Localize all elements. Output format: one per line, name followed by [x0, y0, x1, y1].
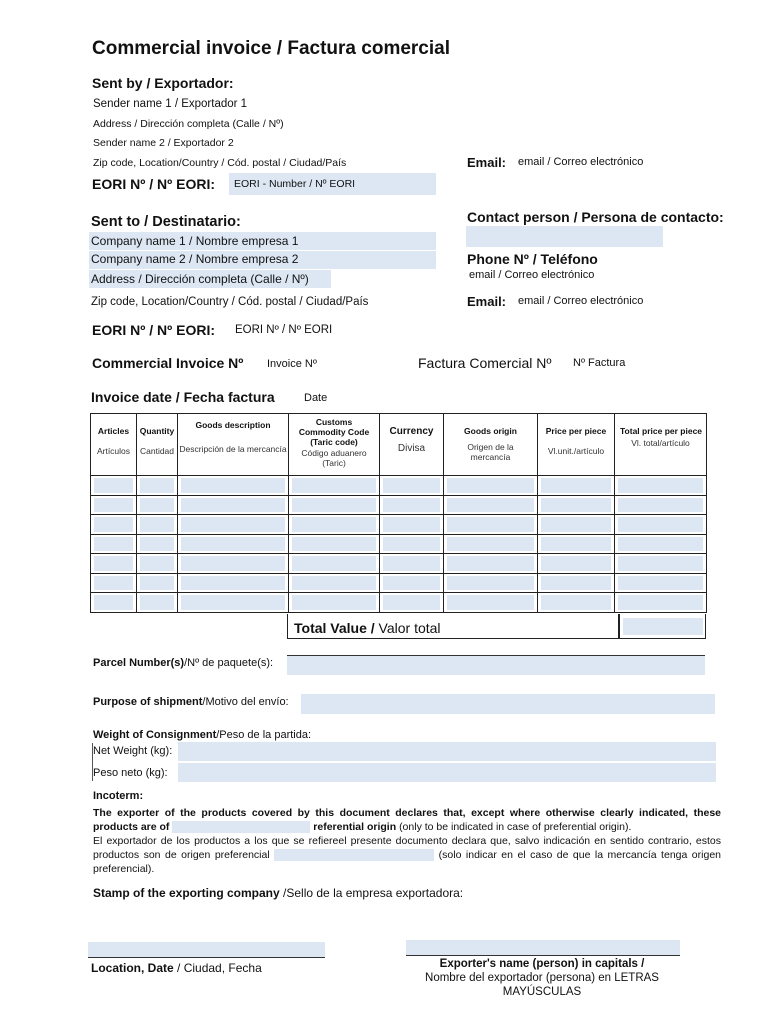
origin-field-es[interactable] [274, 849, 434, 861]
table-cell-field[interactable] [140, 478, 174, 493]
purpose-label: Purpose of shipment/Motivo del envío: [93, 696, 289, 708]
stamp-label: Stamp of the exporting company /Sello de la empresa exportadora: [93, 886, 464, 900]
table-cell[interactable] [380, 495, 444, 515]
sender-eori-label: EORI Nº / Nº EORI: [92, 176, 216, 192]
table-cell-field[interactable] [383, 498, 440, 513]
table-cell-field[interactable] [140, 537, 174, 552]
table-cell-field[interactable] [181, 498, 285, 513]
table-cell-field[interactable] [181, 556, 285, 571]
table-cell[interactable] [380, 593, 444, 613]
table-row [91, 593, 707, 613]
table-cell-field[interactable] [383, 537, 440, 552]
table-cell[interactable] [178, 593, 289, 613]
contact-heading: Contact person / Persona de contacto: [467, 209, 724, 225]
table-cell[interactable] [178, 495, 289, 515]
table-cell[interactable] [615, 554, 707, 574]
table-cell[interactable] [289, 515, 380, 535]
table-cell[interactable] [178, 534, 289, 554]
invoice-date-value[interactable]: Date [304, 392, 328, 404]
table-cell-field[interactable] [292, 537, 376, 552]
table-cell-field[interactable] [181, 478, 285, 493]
location-date-line [88, 957, 325, 958]
table-cell[interactable] [615, 476, 707, 496]
table-cell[interactable] [178, 515, 289, 535]
location-date-field[interactable] [88, 942, 325, 957]
table-cell-field[interactable] [541, 478, 611, 493]
table-cell-field[interactable] [292, 478, 376, 493]
table-cell-field[interactable] [618, 478, 703, 493]
column-header-quantity: Quantity Cantidad [137, 414, 178, 476]
table-cell[interactable] [538, 573, 615, 593]
table-cell-field[interactable] [447, 498, 534, 513]
table-cell-field[interactable] [292, 556, 376, 571]
table-cell[interactable] [178, 554, 289, 574]
parcel-line [287, 655, 705, 656]
table-cell-field[interactable] [181, 576, 285, 591]
table-cell-field[interactable] [181, 537, 285, 552]
table-cell[interactable] [137, 573, 178, 593]
table-cell[interactable] [444, 573, 538, 593]
invoice-date-label: Invoice date / Fecha factura [91, 389, 275, 405]
table-cell[interactable] [137, 476, 178, 496]
recipient-heading: Sent to / Destinatario: [91, 214, 241, 230]
table-cell-field[interactable] [383, 517, 440, 532]
exporter-name-field[interactable] [406, 940, 680, 955]
table-cell-field[interactable] [140, 595, 174, 610]
factura-number-label: Factura Comercial Nº [418, 355, 552, 371]
recipient-company-1: Company name 1 / Nombre empresa 1 [91, 234, 299, 248]
recipient-address: Address / Dirección completa (Calle / Nº) [91, 272, 309, 286]
recipient-email-value[interactable]: email / Correo electrónico [518, 295, 644, 307]
table-cell-field[interactable] [541, 576, 611, 591]
items-table [90, 413, 707, 613]
sender-heading: Sent by / Exportador: [92, 75, 234, 91]
table-cell[interactable] [444, 476, 538, 496]
factura-number-value[interactable]: Nº Factura [573, 357, 626, 369]
recipient-company-2: Company name 2 / Nombre empresa 2 [91, 252, 299, 266]
table-cell[interactable] [178, 476, 289, 496]
location-date-label: Location, Date / Ciudad, Fecha [91, 961, 262, 975]
invoice-number-label: Commercial Invoice Nº [92, 355, 244, 371]
recipient-eori-value[interactable]: EORI Nº / Nº EORI [235, 324, 333, 336]
column-header-articles: Articles Artículos [91, 414, 137, 476]
table-cell-field[interactable] [94, 537, 133, 552]
table-cell-field[interactable] [618, 517, 703, 532]
contact-field[interactable] [466, 226, 663, 247]
table-cell-field[interactable] [618, 576, 703, 591]
table-cell[interactable] [380, 534, 444, 554]
table-cell[interactable] [538, 593, 615, 613]
table-cell[interactable] [444, 593, 538, 613]
table-row [91, 495, 707, 515]
page-title: Commercial invoice / Factura comercial [92, 38, 450, 59]
total-value-label: Total Value / Valor total [294, 620, 441, 636]
declaration-english: The exporter of the products covered by this document declares that, except where otherwise clearly indicated, these products are of referential origin (only to be indicated in case of preferential origin). [93, 807, 721, 833]
net-weight-label: Net Weight (kg): [93, 745, 173, 757]
incoterm-label: Incoterm: [93, 790, 144, 802]
table-cell[interactable] [538, 554, 615, 574]
net-weight-field[interactable] [178, 742, 716, 761]
purpose-field[interactable] [301, 694, 715, 714]
table-cell-field[interactable] [541, 537, 611, 552]
table-cell[interactable] [380, 476, 444, 496]
table-cell-field[interactable] [140, 517, 174, 532]
sender-email-value[interactable]: email / Correo electrónico [518, 156, 644, 168]
sender-name-1[interactable]: Sender name 1 / Exportador 1 [93, 98, 248, 110]
table-cell[interactable] [380, 573, 444, 593]
column-header-total-price: Total price per piece Vl. total/artículo [615, 414, 707, 476]
recipient-email-label: Email: [467, 294, 507, 309]
table-cell[interactable] [444, 554, 538, 574]
total-value-field[interactable] [623, 618, 703, 635]
table-row [91, 573, 707, 593]
table-cell[interactable] [444, 515, 538, 535]
column-header-customs-code: Customs Commodity Code (Taric code) Código aduanero (Taric) [289, 414, 380, 476]
table-cell-field[interactable] [292, 576, 376, 591]
table-cell-field[interactable] [618, 595, 703, 610]
table-cell-field[interactable] [140, 556, 174, 571]
table-cell[interactable] [91, 476, 137, 496]
table-cell-field[interactable] [541, 517, 611, 532]
table-cell[interactable] [178, 573, 289, 593]
table-row [91, 554, 707, 574]
column-header-currency: Currency Divisa [380, 414, 444, 476]
sender-email-label: Email: [467, 155, 507, 170]
table-cell[interactable] [91, 573, 137, 593]
table-cell-field[interactable] [181, 517, 285, 532]
weight-bracket [92, 743, 93, 781]
table-cell[interactable] [538, 495, 615, 515]
table-cell[interactable] [615, 495, 707, 515]
table-cell-field[interactable] [541, 595, 611, 610]
table-cell-field[interactable] [383, 576, 440, 591]
table-cell[interactable] [615, 515, 707, 535]
table-cell-field[interactable] [618, 498, 703, 513]
origin-field-en[interactable] [172, 821, 310, 833]
table-cell[interactable] [615, 593, 707, 613]
table-cell-field[interactable] [383, 556, 440, 571]
table-cell[interactable] [615, 534, 707, 554]
table-cell[interactable] [91, 515, 137, 535]
table-cell-field[interactable] [140, 576, 174, 591]
sender-zip[interactable]: Zip code, Location/Country / Cód. postal / Ciudad/País [93, 157, 347, 169]
table-cell[interactable] [91, 593, 137, 613]
table-cell[interactable] [444, 534, 538, 554]
table-cell[interactable] [137, 554, 178, 574]
table-cell[interactable] [289, 573, 380, 593]
exporter-name-label: Exporter's name (person) in capitals / Nombre del exportador (persona) en LETRAS MAYÚSCULAS [425, 958, 659, 998]
table-cell[interactable] [380, 515, 444, 535]
table-cell-field[interactable] [94, 498, 133, 513]
table-cell-field[interactable] [383, 595, 440, 610]
table-cell-field[interactable] [292, 595, 376, 610]
table-cell-field[interactable] [541, 498, 611, 513]
table-cell-field[interactable] [292, 517, 376, 532]
table-cell[interactable] [137, 495, 178, 515]
sender-eori-value: EORI - Number / Nº EORI [234, 178, 356, 190]
table-cell-field[interactable] [618, 556, 703, 571]
table-cell-field[interactable] [618, 537, 703, 552]
table-cell[interactable] [137, 515, 178, 535]
table-cell-field[interactable] [447, 478, 534, 493]
table-cell-field[interactable] [94, 576, 133, 591]
table-cell-field[interactable] [447, 576, 534, 591]
column-header-goods-description: Goods description Descripción de la mercancía [178, 414, 289, 476]
table-cell-field[interactable] [181, 595, 285, 610]
table-header-row [91, 414, 707, 476]
table-cell[interactable] [91, 554, 137, 574]
sender-name-2[interactable]: Sender name 2 / Exportador 2 [93, 137, 234, 149]
table-cell[interactable] [137, 534, 178, 554]
exporter-name-line [406, 955, 680, 956]
table-cell-field[interactable] [383, 478, 440, 493]
table-row [91, 534, 707, 554]
table-cell-field[interactable] [94, 478, 133, 493]
peso-neto-field[interactable] [178, 763, 716, 782]
recipient-eori-label: EORI Nº / Nº EORI: [92, 322, 216, 338]
table-cell[interactable] [538, 476, 615, 496]
table-row [91, 515, 707, 535]
table-cell-field[interactable] [94, 556, 133, 571]
table-cell[interactable] [289, 534, 380, 554]
table-cell[interactable] [538, 534, 615, 554]
table-cell-field[interactable] [447, 556, 534, 571]
table-cell-field[interactable] [140, 498, 174, 513]
sender-address[interactable]: Address / Dirección completa (Calle / Nº) [93, 118, 284, 130]
table-cell-field[interactable] [447, 595, 534, 610]
table-cell[interactable] [289, 495, 380, 515]
declaration-spanish: El exportador de los productos a los que se refiereel presente documento declara que, salvo indicación en sentido contrario, estos productos son de origen preferencial (solo indicar en el caso de que la mercancía tenga origen preferencial). [93, 835, 721, 875]
invoice-number-value[interactable]: Invoice Nº [267, 358, 317, 370]
phone-value[interactable]: email / Correo electrónico [469, 269, 595, 281]
peso-neto-label: Peso neto (kg): [93, 767, 168, 779]
table-cell-field[interactable] [447, 517, 534, 532]
table-cell[interactable] [380, 554, 444, 574]
table-cell-field[interactable] [541, 556, 611, 571]
table-cell-field[interactable] [94, 595, 133, 610]
table-cell-field[interactable] [447, 537, 534, 552]
column-header-goods-origin: Goods origin Origen de la mercancía [444, 414, 538, 476]
column-header-price-per-piece: Price per piece Vl.unit./artículo [538, 414, 615, 476]
table-cell-field[interactable] [292, 498, 376, 513]
table-cell[interactable] [289, 554, 380, 574]
parcel-field[interactable] [287, 655, 705, 675]
phone-label: Phone Nº / Teléfono [467, 251, 598, 267]
table-cell[interactable] [91, 495, 137, 515]
table-cell[interactable] [91, 534, 137, 554]
table-cell[interactable] [444, 495, 538, 515]
recipient-zip[interactable]: Zip code, Location/Country / Cód. postal / Ciudad/País [91, 296, 369, 308]
table-cell[interactable] [538, 515, 615, 535]
table-cell-field[interactable] [94, 517, 133, 532]
table-cell[interactable] [289, 476, 380, 496]
parcel-label: Parcel Number(s)/Nº de paquete(s): [93, 657, 274, 669]
table-cell[interactable] [289, 593, 380, 613]
table-cell[interactable] [137, 593, 178, 613]
weight-label: Weight of Consignment/Peso de la partida: [93, 729, 312, 741]
table-row [91, 476, 707, 496]
table-cell[interactable] [615, 573, 707, 593]
